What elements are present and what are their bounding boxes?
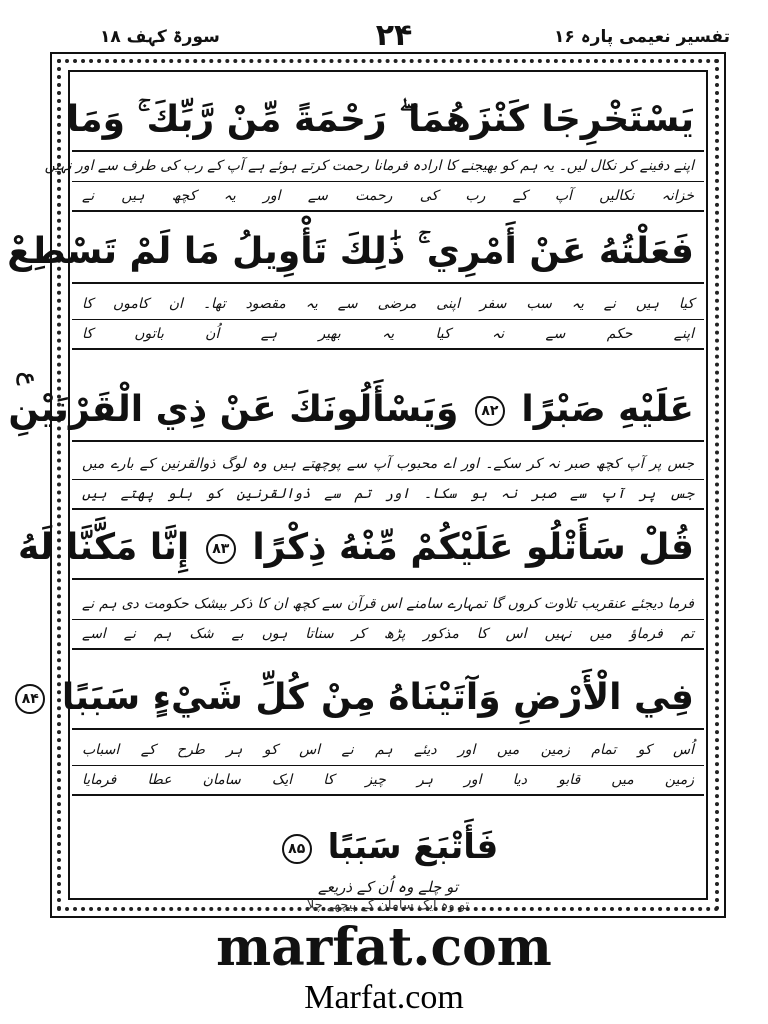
- ayah-line-5: [21, 666, 704, 730]
- translation-line-3: کیا ہیں نے یہ سب سفر اپنی مرضی سے یہ مقصود تھا۔ ان کاموں کا: [72, 290, 704, 320]
- ayah-text-segment: فَأَتْبَعَ سَبَبًا: [327, 827, 499, 867]
- ayah-line-2: فَعَلْتُهُ عَنْ أَمْرِي ۚ ذَٰلِكَ تَأْوِيلُ مَا لَمْ تَسْطِعْ: [72, 220, 704, 284]
- ayah-number-marker: ۸۳: [206, 534, 236, 564]
- ayah-text-segment: وَيَسْأَلُونَكَ عَنْ ذِي الْقَرْنَيْنِ: [8, 389, 459, 430]
- translation-line-4: اپنے حکم سے نہ کیا یہ بھیر ہے اُن باتوں کا: [72, 320, 704, 350]
- translation-line-7: فرما دیجئے عنقریب تلاوت کروں گا تمہارے سامنے اس قرآن سے کچھ ان کا ذکر بیشک حکومت دی ہم نے: [72, 590, 704, 620]
- watermark-text: marfat.com: [216, 917, 552, 978]
- page-number: ۲۴: [375, 18, 413, 53]
- ayah-line-4: [18, 516, 704, 580]
- site-credit: Marfat.com: [304, 979, 464, 1016]
- ayah-text-segment: قُلْ سَأَتْلُو عَلَيْكُمْ مِّنْهُ ذِكْرًا: [252, 527, 694, 568]
- ayah-number-marker: ۸۵: [282, 834, 312, 864]
- ruku-margin-mark: ع: [16, 372, 42, 386]
- ayah-text-segment: فِي الْأَرْضِ وَآتَيْنَاهُ مِنْ كُلِّ شَيْءٍ سَبَبًا: [61, 677, 694, 718]
- running-header-surah: سورۃ کہف ۱۸: [100, 27, 220, 47]
- ayah-line-6: [72, 820, 704, 874]
- running-header-book-title: تفسیر نعیمی پارہ ۱۶: [554, 27, 730, 47]
- ayah-text-segment: عَلَيْهِ صَبْرًا: [521, 389, 694, 430]
- translation-line-2: خزانہ نکالیں آپ کے رب کی رحمت سے اور یہ کچھ ہیں نے: [72, 182, 704, 212]
- translation-line-11: تو چلے وہ اُن کے ذریعے: [317, 878, 459, 896]
- ayah-number-marker: ۸۲: [475, 396, 505, 426]
- ayah-line-1: يَسْتَخْرِجَا كَنْزَهُمَا ۖ رَحْمَةً مِّنْ رَّبِّكَ ۚ وَمَا: [72, 88, 704, 152]
- translation-line-10: زمین میں قابو دیا اور ہر چیز کا ایک سامان عطا فرمایا: [72, 766, 704, 796]
- translation-line-8: تم فرماؤ میں نہیں اس کا مذکور پڑھ کر سناتا ہوں بے شک ہم نے اسے: [72, 620, 704, 650]
- ayah-line-3: [8, 378, 704, 442]
- translation-line-1: اپنے دفینے کر نکال لیں۔ یہ ہم کو بھیجنے کا ارادہ فرمانا رحمت کرتے ہوئے ہے آپ کے رب کی طرف سے اور نہیں: [72, 152, 704, 182]
- ayah-number-marker: ۸۴: [15, 684, 45, 714]
- translation-continuation-faint: تو وہ ایک سامان کے پیچھے چلا: [306, 898, 470, 913]
- translation-line-5: جس پر آپ کچھ صبر نہ کر سکے۔ اور اے محبوب آپ سے پوچھتے ہیں وہ لوگ ذوالقرنین کے بارے میں: [72, 450, 704, 480]
- ayah-text-segment: إِنَّا مَكَّنَّا لَهُ: [18, 527, 190, 568]
- translation-line-9: اُس کو تمام زمین میں اور دیئے ہم نے اس کو ہر طرح کے اسباب: [72, 736, 704, 766]
- translation-line-6: جس پر آپ سے صبر نہ ہو سکا۔ اور تم سے ذوالقرنین کو بلو پھتے ہیں: [72, 480, 704, 510]
